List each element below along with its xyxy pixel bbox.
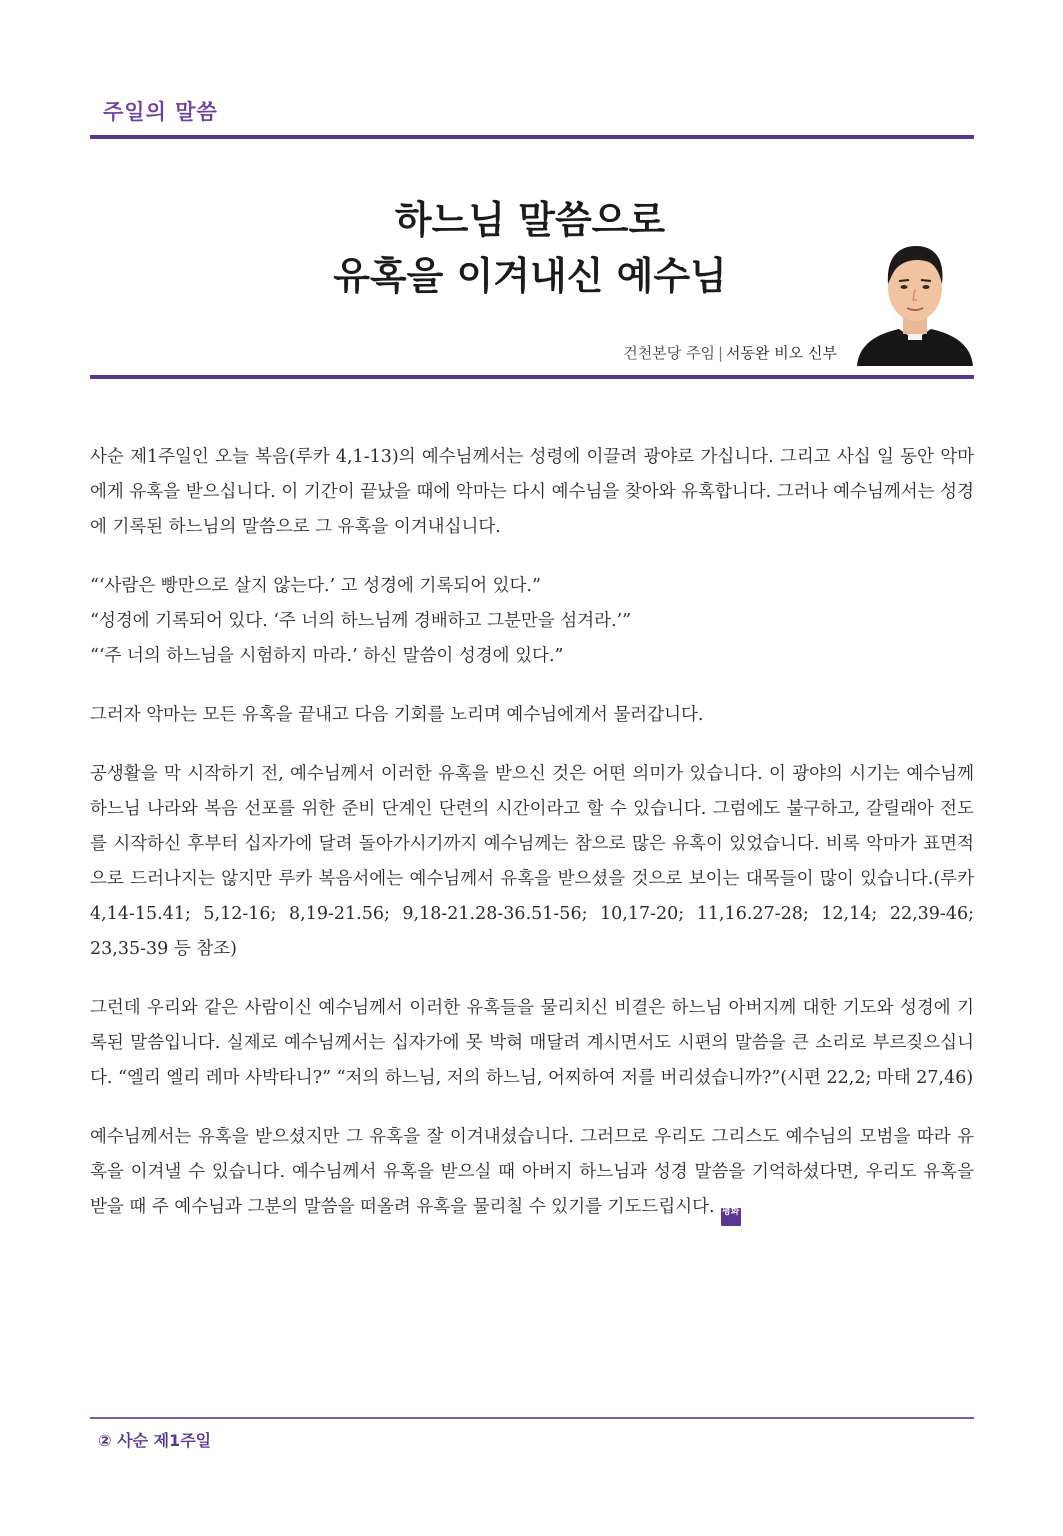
title-line-2: 유혹을 이겨내신 예수님	[333, 254, 727, 298]
byline	[623, 342, 837, 363]
paragraph-text: 예수님께서는 유혹을 받으셨지만 그 유혹을 잘 이겨내셨습니다. 그러므로 우리도 그리스도 예수님의 모범을 따라 유혹을 이겨낼 수 있습니다. 예수님께서 유혹을 받으실 때 아버지 하느님과 성경 말씀을 기억하셨다면, 우리도 유혹을 받을 때 주 예수님과 그분의 말씀을 떠올려 유혹을 물리칠 수 있기를 기도드립시다.	[90, 1127, 974, 1217]
article-title	[200, 192, 860, 304]
byline-role: 건천본당 주임	[623, 344, 715, 362]
author-portrait	[855, 232, 975, 366]
byline-name: 서동완 비오 신부	[726, 344, 837, 362]
footer-divider	[90, 1417, 974, 1419]
quote-block	[90, 569, 974, 674]
paragraph: 그런데 우리와 같은 사람이신 예수님께서 이러한 유혹들을 물리치신 비결은 하느님 아버지께 대한 기도와 성경에 기록된 말씀입니다. 실제로 예수님께서는 십자가에 못 박혀 매달려 계시면서도 시편의 말씀을 큰 소리로 부르짖으십니다. “엘리 엘리 레마 사박타니?” “저의 하느님, 저의 하느님, 어찌하여 저를 버리셨습니까?”(시편 22,2; 마태 27,46)	[90, 998, 974, 1088]
end-mark-icon: 평화	[721, 1208, 741, 1226]
title-divider	[90, 375, 974, 379]
quote-line: “성경에 기록되어 있다. ‘주 너의 하느님께 경배하고 그분만을 섬겨라.’”	[90, 611, 632, 631]
paragraph-last	[90, 1120, 974, 1226]
paragraph: 공생활을 막 시작하기 전, 예수님께서 이러한 유혹을 받으신 것은 어떤 의미가 있습니다. 이 광야의 시기는 예수님께 하느님 나라와 복음 선포를 위한 준비 단계인 단련의 시간이라고 할 수 있습니다. 그럼에도 불구하고, 갈릴래아 전도를 시작하신 후부터 십자가에 달려 돌아가시기까지 예수님께는 참으로 많은 유혹이 있었습니다. 비록 악마가 표면적으로 드러나지는 않지만 루카 복음서에는 예수님께서 유혹을 받으셨을 것으로 보이는 대목들이 많이 있습니다.(루카 4,14-15.41; 5,12-16; 8,19-21.56; 9,18-21.28-36.51-56; 10,17-20; 11,16.27-28; 12,14; 22,39-46; 23,35-39 등 참조)	[90, 764, 974, 959]
article-body	[90, 440, 974, 1250]
header-divider	[90, 135, 974, 139]
byline-separator: |	[717, 344, 724, 362]
paragraph: 사순 제1주일인 오늘 복음(루카 4,1-13)의 예수님께서는 성령에 이끌려 광야로 가십니다. 그리고 사십 일 동안 악마에게 유혹을 받으십니다. 이 기간이 끝났을 때에 악마는 다시 예수님을 찾아와 유혹합니다. 그러나 예수님께서는 성경에 기록된 하느님의 말씀으로 그 유혹을 이겨내십니다.	[90, 447, 974, 537]
page-footer: ② 사순 제1주일	[98, 1431, 212, 1450]
title-line-1: 하느님 말씀으로	[394, 198, 666, 242]
section-label: 주일의 말씀	[103, 100, 218, 124]
quote-line: “‘사람은 빵만으로 살지 않는다.’ 고 성경에 기록되어 있다.”	[90, 576, 541, 596]
paragraph: 그러자 악마는 모든 유혹을 끝내고 다음 기회를 노리며 예수님에게서 물러갑니다.	[90, 705, 704, 725]
quote-line: “‘주 너의 하느님을 시험하지 마라.’ 하신 말씀이 성경에 있다.”	[90, 646, 564, 666]
